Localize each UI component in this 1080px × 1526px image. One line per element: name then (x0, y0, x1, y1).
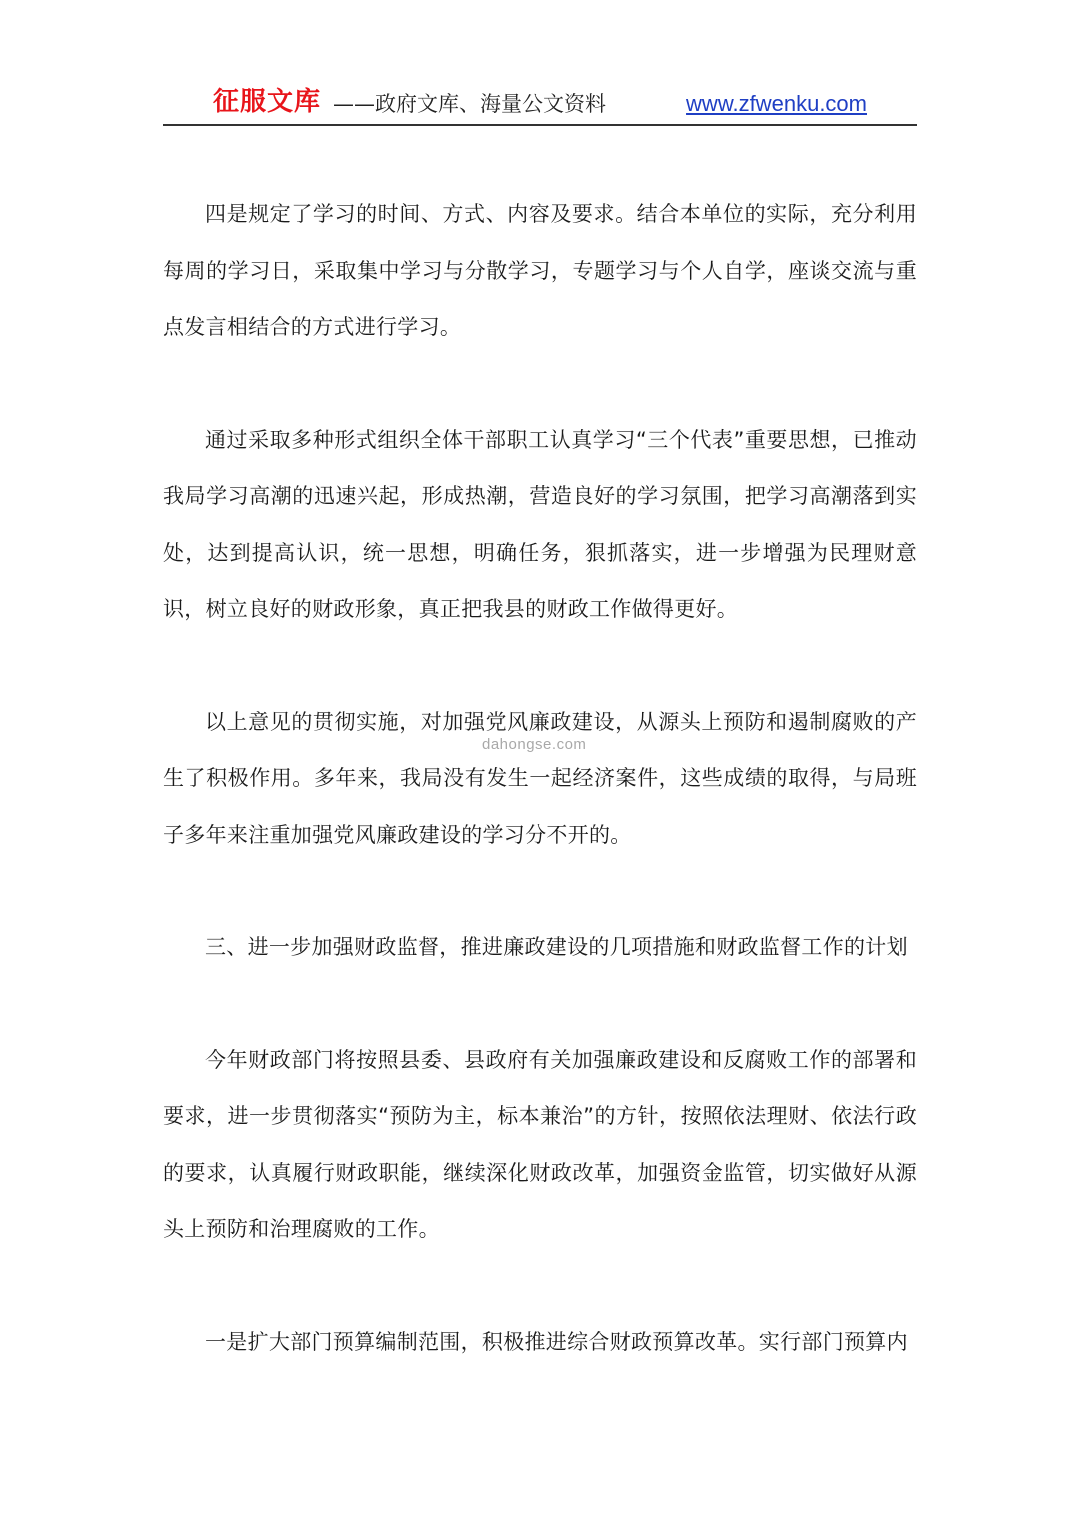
paragraph-annual-plan: 今年财政部门将按照县委、县政府有关加强廉政建设和反腐败工作的部署和要求，进一步贯彻落实“预防为主，标本兼治”的方针，按照依法理财、依法行政的要求，认真履行财政职能，继续深化财政改革，加强资金监管，切实做好从源头上预防和治理腐败的工作。 (163, 1047, 917, 1241)
paragraph-spacer (163, 976, 917, 1032)
paragraph-spacer (163, 1258, 917, 1314)
website-link[interactable]: www.zfwenku.com (686, 91, 867, 116)
paragraph-spacer (163, 638, 917, 694)
paragraph-spacer (163, 356, 917, 412)
paragraph-implementation-effect: 以上意见的贯彻实施，对加强党风廉政建设，从源头上预防和遏制腐败的产生了积极作用。多年来，我局没有发生一起经济案件，这些成绩的取得，与局班子多年来注重加强党风廉政建设的学习分不开的。 (163, 709, 917, 847)
paragraph-budget-reform: 一是扩大部门预算编制范围，积极推进综合财政预算改革。实行部门预算内 (205, 1329, 908, 1354)
brand-logo-text: 征服文库 (213, 87, 322, 117)
header-slogan: ——政府文库、海量公文资料 (333, 92, 606, 116)
section-heading-three: 三、进一步加强财政监督，推进廉政建设的几项措施和财政监督工作的计划 (205, 935, 908, 959)
page-header (163, 84, 917, 126)
document-body (163, 186, 917, 1370)
paragraph-study-requirements: 四是规定了学习的时间、方式、内容及要求。结合本单位的实际，充分利用每周的学习日，采取集中学习与分散学习，专题学习与个人自学，座谈交流与重点发言相结合的方式进行学习。 (163, 202, 917, 339)
paragraph-study-results: 通过采取多种形式组织全体干部职工认真学习“三个代表”重要思想，已推动我局学习高潮的迅速兴起，形成热潮，营造良好的学习氛围，把学习高潮落到实处，达到提高认识，统一思想，明确任务，狠抓落实，进一步增强为民理财意识，树立良好的财政形象，真正把我县的财政工作做得更好。 (163, 427, 917, 621)
watermark-text: dahongse.com (482, 736, 587, 753)
paragraph-spacer (163, 863, 917, 919)
